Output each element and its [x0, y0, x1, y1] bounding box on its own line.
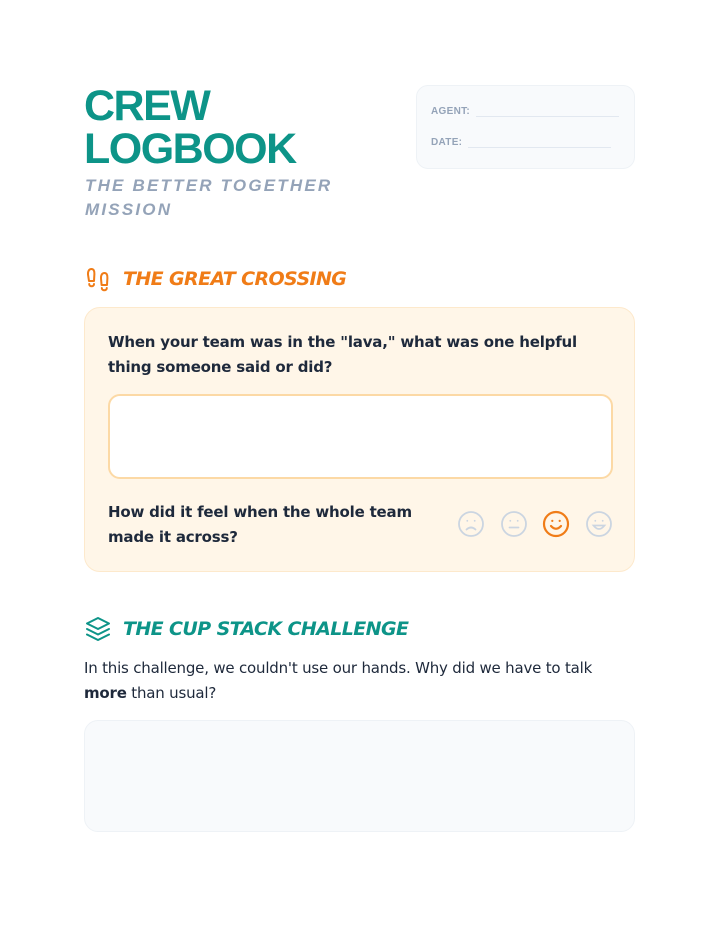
question-team-feeling: How did it feel when the whole team made it across?	[108, 503, 412, 546]
agent-field[interactable]	[431, 106, 619, 118]
title-line-1: CREW	[84, 82, 210, 130]
happy-face-icon[interactable]	[542, 510, 570, 538]
section-great-crossing-header	[84, 265, 346, 293]
page-subtitle: THE BETTER TOGETHER MISSION	[85, 176, 333, 219]
prompt-text-start: In this challenge, we couldn't use our hands. Why did we have to talk	[84, 659, 593, 677]
section-great-crossing-title: THE GREAT CROSSING	[123, 268, 347, 290]
question-helpful-thing: When your team was in the "lava," what was one helpful thing someone said or did?	[108, 333, 577, 376]
title-line-2: LOGBOOK	[84, 125, 296, 173]
layers-icon	[84, 615, 112, 643]
feeling-scale	[457, 510, 627, 538]
great-crossing-card	[84, 307, 635, 572]
section-cup-stack-title: THE CUP STACK CHALLENGE	[123, 618, 409, 640]
date-line[interactable]	[468, 147, 611, 148]
neutral-face-icon[interactable]	[500, 510, 528, 538]
section-cup-stack-header	[84, 615, 408, 643]
cup-stack-answer-box[interactable]	[84, 720, 635, 832]
agent-label: AGENT:	[431, 106, 471, 117]
date-field[interactable]	[431, 137, 611, 149]
footprints-icon	[84, 265, 112, 293]
agent-card	[416, 85, 635, 169]
very-happy-face-icon[interactable]	[585, 510, 613, 538]
sad-face-icon[interactable]	[457, 510, 485, 538]
page-title	[84, 82, 296, 173]
helpful-thing-answer-box[interactable]	[108, 394, 613, 479]
prompt-emphasis: more	[84, 684, 127, 702]
cup-stack-prompt	[84, 656, 636, 706]
prompt-text-end: than usual?	[126, 684, 217, 702]
date-label: DATE:	[431, 137, 463, 148]
agent-line[interactable]	[476, 116, 619, 117]
